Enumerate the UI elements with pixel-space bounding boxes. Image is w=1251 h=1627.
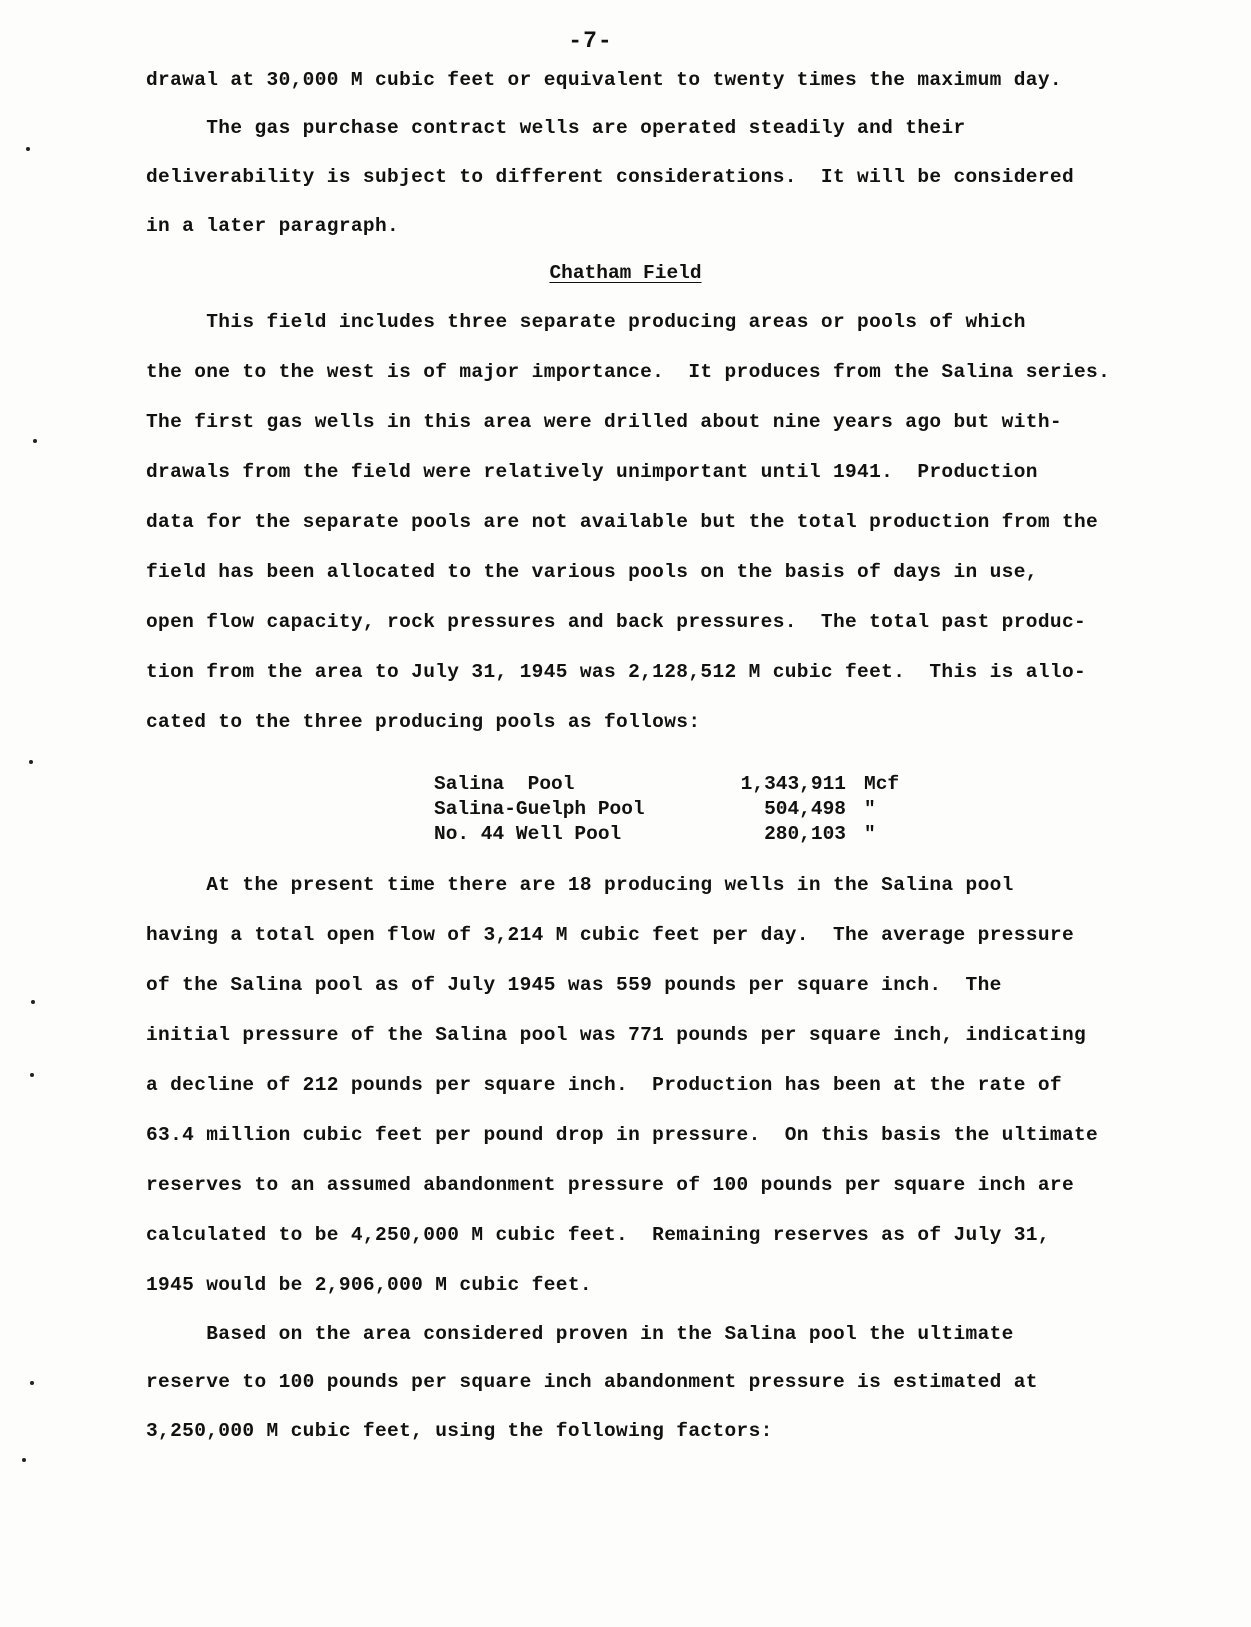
pool-unit: " <box>864 823 876 845</box>
pool-name: Salina Pool <box>434 773 575 795</box>
text-line: 63.4 million cubic feet per pound drop in pressure. On this basis the ultimate <box>146 1124 1099 1146</box>
text-line: a decline of 212 pounds per square inch. Production has been at the rate of <box>146 1074 1062 1096</box>
text-line: open flow capacity, rock pressures and back pressures. The total past produc- <box>146 611 1087 633</box>
text-line: 1945 would be 2,906,000 M cubic feet. <box>146 1274 592 1296</box>
text-line: reserve to 100 pounds per square inch abandonment pressure is estimated at <box>146 1371 1038 1393</box>
text-line: tion from the area to July 31, 1945 was 2,128,512 M cubic feet. This is allo- <box>146 661 1087 683</box>
text-line: in a later paragraph. <box>146 215 400 237</box>
text-line: the one to the west is of major importance. It produces from the Salina series. <box>146 361 1111 383</box>
text-line: drawal at 30,000 M cubic feet or equivalent to twenty times the maximum day. <box>146 69 1062 91</box>
scan-speck <box>29 760 33 764</box>
text-line: initial pressure of the Salina pool was 771 pounds per square inch, indicating <box>146 1024 1087 1046</box>
page-number: -7- <box>568 28 613 54</box>
text-line: calculated to be 4,250,000 M cubic feet. Remaining reserves as of July 31, <box>146 1224 1050 1246</box>
text-line: having a total open flow of 3,214 M cubic feet per day. The average pressure <box>146 924 1074 946</box>
text-line: data for the separate pools are not available but the total production from the <box>146 511 1099 533</box>
text-line: This field includes three separate producing areas or pools of which <box>146 311 1026 333</box>
pool-unit: Mcf <box>864 773 900 795</box>
pool-name: No. 44 Well Pool <box>434 823 622 845</box>
text-line: field has been allocated to the various pools on the basis of days in use, <box>146 561 1038 583</box>
text-line: At the present time there are 18 producing wells in the Salina pool <box>146 874 1014 896</box>
section-heading-text: Chatham Field <box>549 262 702 284</box>
section-heading <box>0 262 1251 284</box>
scan-speck <box>30 1073 34 1077</box>
scan-speck <box>26 147 30 151</box>
text-line: The gas purchase contract wells are operated steadily and their <box>146 117 966 139</box>
text-line: deliverability is subject to different considerations. It will be considered <box>146 166 1074 188</box>
text-line: drawals from the field were relatively unimportant until 1941. Production <box>146 461 1038 483</box>
scan-speck <box>22 1458 26 1462</box>
text-line: of the Salina pool as of July 1945 was 559 pounds per square inch. The <box>146 974 1002 996</box>
pool-production: 504,498 <box>764 798 846 820</box>
scan-speck <box>30 1381 34 1385</box>
pool-unit: " <box>864 798 876 820</box>
text-line: reserves to an assumed abandonment pressure of 100 pounds per square inch are <box>146 1174 1074 1196</box>
scan-speck <box>31 1000 35 1004</box>
text-line: The first gas wells in this area were drilled about nine years ago but with- <box>146 411 1062 433</box>
pool-production: 280,103 <box>764 823 846 845</box>
text-line: 3,250,000 M cubic feet, using the following factors: <box>146 1420 773 1442</box>
text-line: Based on the area considered proven in the Salina pool the ultimate <box>146 1323 1014 1345</box>
pool-production: 1,343,911 <box>740 773 846 795</box>
text-line: cated to the three producing pools as follows: <box>146 711 701 733</box>
scan-speck <box>33 439 37 443</box>
pool-name: Salina-Guelph Pool <box>434 798 645 820</box>
